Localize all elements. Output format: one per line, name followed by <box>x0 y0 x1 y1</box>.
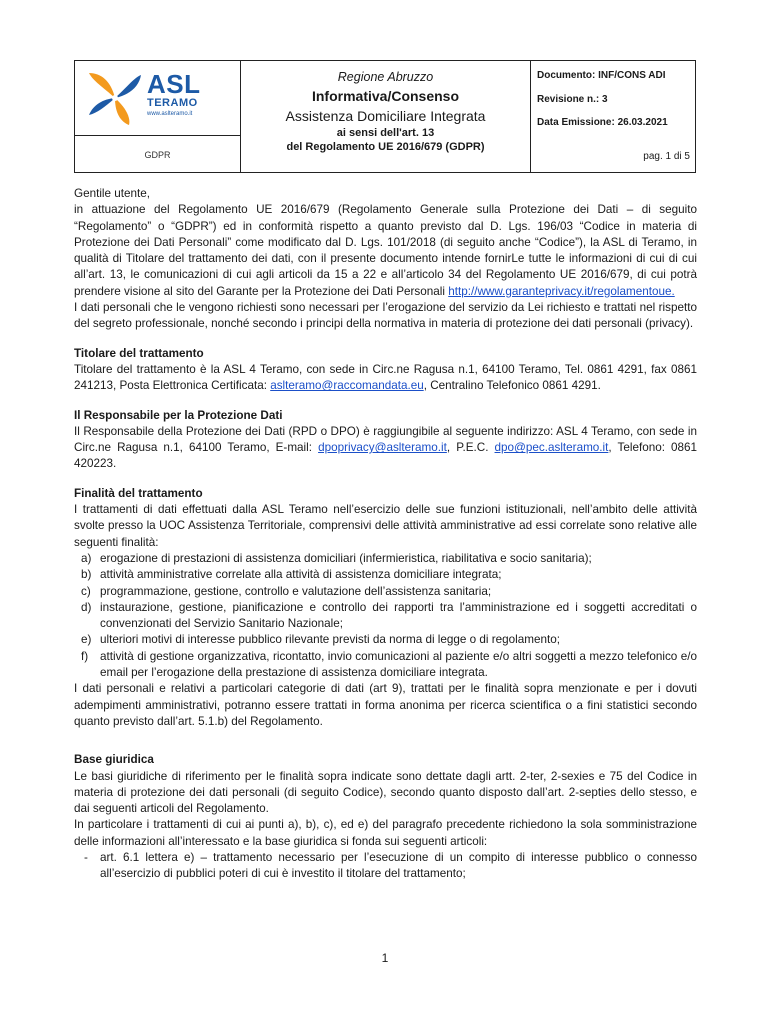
list-marker: e) <box>81 633 92 647</box>
doc-subtitle: Assistenza Domiciliare Integrata <box>285 108 486 124</box>
page-number: 1 <box>381 951 389 965</box>
list-item-text: erogazione di prestazioni di assistenza domiciliari (infermieristica, riabilitativa e socio sanitaria); <box>100 551 592 565</box>
base-paragraph-2: In particolare i trattamenti di cui ai punti a), b), c), ed e) del paragrafo precedente richiedono la sola somministrazione delle informazioni all’interessato e la base giuridica si fonda sui seguenti articoli: <box>74 818 697 848</box>
list-item <box>81 649 697 682</box>
list-item-text: programmazione, gestione, controllo e valutazione dell’assistenza sanitaria; <box>100 584 492 598</box>
list-item-text: attività amministrative correlate alla attività di assistenza domiciliare integrata; <box>100 568 502 582</box>
list-item <box>81 584 697 600</box>
list-marker: c) <box>81 584 91 598</box>
titolare-text-end: , Centralino Telefonico 0861 4291. <box>423 379 601 393</box>
list-item-text: instaurazione, gestione, pianificazione e controllo dei rapporti tra l’amministrazione ed i soggetti accreditati o convenzionati del Servizio Sanitario Nazionale; <box>100 600 697 631</box>
list-marker: d) <box>81 600 92 614</box>
finalita-outro: I dati personali e relativi a particolari categorie di dati (art 9), trattati per le finalità sopra menzionate e per i dovuti adempimenti amministrativi, potranno essere trattati in forma anonima per ricerca scientifica o a fini statistici secondo quanto previsto dall’art. 5.1.b) del Regolamento. <box>74 682 697 728</box>
list-item-text: art. 6.1 lettera e) – trattamento necessario per l’esecuzione di un compito di interesse pubblico o connesso all’esercizio di pubblici poteri di cui è investito il titolare del trattamento; <box>100 850 697 881</box>
doc-title: Informativa/Consenso <box>311 88 460 104</box>
logo-text: ASL <box>147 69 201 99</box>
titolare-paragraph <box>74 362 697 395</box>
finalita-intro: I trattamenti di dati effettuati dalla ASL Teramo nell’esercizio delle sue funzioni istituzionali, nell’ambito delle attività svolte presso la UOC Assistenza Territoriale, comprensivi delle attività amministrative ad essi correlate sono relative alle seguenti finalità: <box>74 503 697 549</box>
list-item <box>81 551 697 567</box>
list-marker: a) <box>81 551 92 565</box>
list-marker: b) <box>81 568 92 582</box>
revisione: Revisione n.: 3 <box>537 94 608 105</box>
list-item <box>81 600 697 633</box>
base-paragraph-1: Le basi giuridiche di riferimento per le finalità sopra indicate sono dettate dagli artt. 2-ter, 2-sexies e 75 del Codice in materia di protezione dei dati personali (di seguito Codice), secondo quanto disposto dall’art. 2-septies dello stesso, e dai seguenti articoli del Regolamento. <box>74 769 697 816</box>
intro-paragraph-2: I dati personali che le vengono richiesti sono necessari per l’erogazione del servizio da Lei richiesto e trattati nel rispetto del segreto professionale, nonché secondo i principi della normativa in materia di protezione dei dati personali (privacy). <box>74 301 697 331</box>
intro-text: in attuazione del Regolamento UE 2016/679 (Regolamento Generale sulla Protezione dei Dati – di seguito “Regolamento” o “GDPR”) ed in conformità rispetto a quanto previsto dal D. Lgs. 196/03 “Codice in materia di Protezione dei Dati Personali” come modificato dal D. Lgs. 101/2018 (di seguito anche “Codice”), la ASL di Teramo, in qualità di Titolare del trattamento dei dati, con il presente documento intende fornirLe tutte le informazioni di cui di cui all’art. 13, le comunicazioni di cui agli articoli da 15 a 22 e all’articolo 34 del Regolamento UE 2016/679, di cui potrà prendere visione al sito del Garante per la Protezione dei Dati Personali <box>74 203 697 298</box>
header-title-block <box>241 61 530 153</box>
gdpr-label: GDPR <box>144 149 171 160</box>
section-heading-titolare: Titolare del trattamento <box>74 346 204 360</box>
titolare-pec-link[interactable]: aslteramo@raccomandata.eu <box>270 379 424 393</box>
section-heading-rpd: Il Responsabile per la Protezione Dati <box>74 408 283 422</box>
header-divider <box>530 61 531 172</box>
asl-logo <box>75 61 240 135</box>
document-body <box>74 186 697 883</box>
dpo-email-link[interactable]: dpoprivacy@aslteramo.it <box>318 441 447 455</box>
list-item <box>84 850 697 883</box>
logo-url: www.aslteramo.it <box>147 111 193 117</box>
section-heading-finalita: Finalità del trattamento <box>74 486 203 500</box>
base-list <box>74 850 697 883</box>
rpd-text: Il Responsabile della Protezione dei Dati (RPD o DPO) è raggiungibile al seguente indirizzo: ASL 4 Teramo, con sede in Circ.ne Ragusa n.1, 64100 Teramo, E-mail: <box>74 424 697 455</box>
rpd-text-end: , Telefono: 0861 420223. <box>74 441 698 471</box>
section-heading-base: Base giuridica <box>74 753 154 767</box>
list-item-text: ulteriori motivi di interesse pubblico rilevante previsti da norma di legge o di regolamento; <box>100 633 560 647</box>
dpo-pec-link[interactable]: dpo@pec.aslteramo.it <box>494 441 609 455</box>
list-item <box>81 567 697 583</box>
doc-legal-ref: ai sensi dell'art. 13 <box>336 127 435 139</box>
list-item <box>81 632 697 648</box>
documento-code: Documento: INF/CONS ADI <box>537 70 666 81</box>
greeting: Gentile utente, <box>74 187 151 200</box>
list-marker: - <box>84 850 88 864</box>
rpd-paragraph <box>74 424 697 473</box>
titolare-text: Titolare del trattamento è la ASL 4 Teramo, con sede in Circ.ne Ragusa n.1, 64100 Teramo, Tel. 0861 4291, fax 0861 241213, Posta Elettronica Certificata: <box>74 362 697 393</box>
page-indicator: pag. 1 di 5 <box>643 151 690 162</box>
region-name: Regione Abruzzo <box>337 70 434 84</box>
rpd-text-mid: , P.E.C. <box>446 441 495 455</box>
finalita-list <box>74 551 697 681</box>
list-marker: f) <box>81 649 89 663</box>
intro-paragraph <box>74 202 697 300</box>
garante-link[interactable]: http://www.garanteprivacy.it/regolamentoue. <box>448 284 675 298</box>
list-item-text: attività di gestione organizzativa, ricontatto, invio comunicazioni al paziente e/o altri soggetti a mezzo telefonico e/o email per l’erogazione della prestazione di assistenza domiciliare integrata. <box>100 649 697 680</box>
doc-regulation: del Regolamento UE 2016/679 (GDPR) <box>286 141 485 153</box>
data-emissione: Data Emissione: 26.03.2021 <box>537 117 668 128</box>
asl-logo-mark-icon <box>85 67 145 129</box>
logo-subtitle: TERAMO <box>147 97 198 109</box>
document-header <box>74 60 696 173</box>
